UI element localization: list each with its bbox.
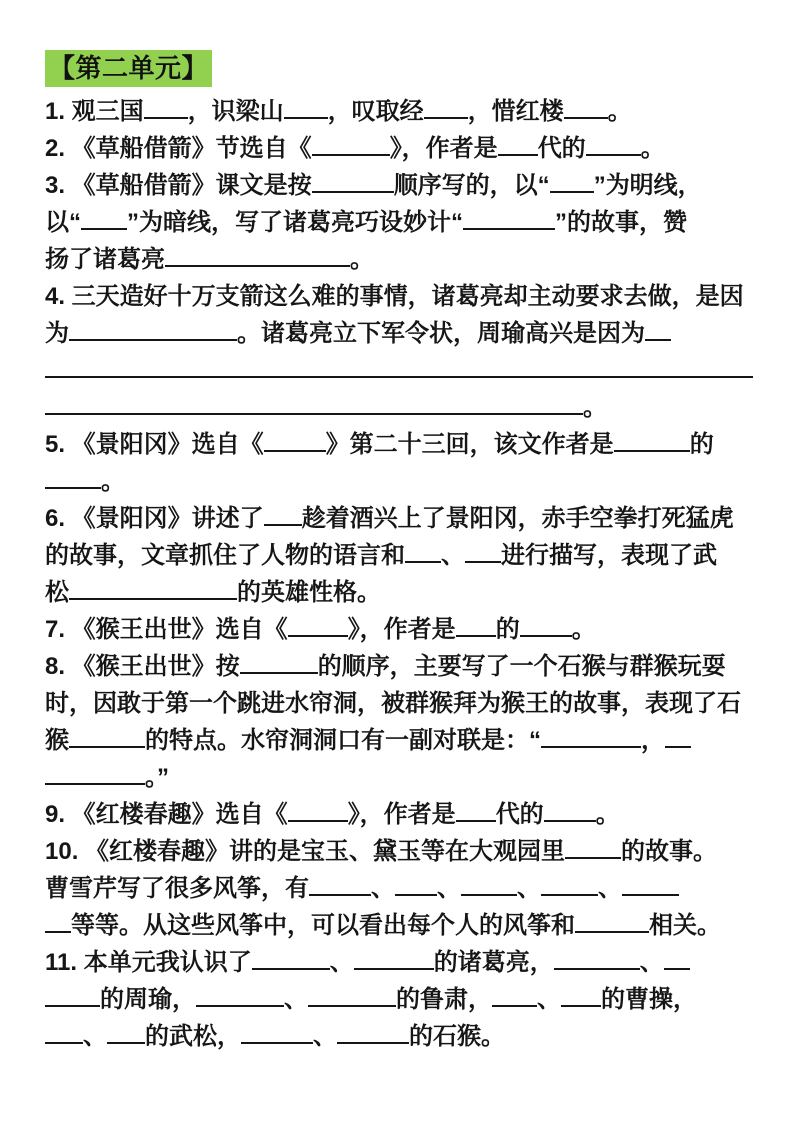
text-run: 趁着酒兴上了景阳冈，赤手空拳打死猛虎 <box>301 505 734 532</box>
worksheet-line <box>45 167 757 204</box>
text-run: 、 <box>329 949 354 976</box>
fill-in-blank <box>405 539 441 563</box>
fill-in-blank <box>45 354 753 378</box>
text-run: 、 <box>639 949 664 976</box>
text-run: 相关。 <box>649 912 721 939</box>
text-run: 7. 《猴王出世》选自《 <box>45 616 288 643</box>
fill-in-blank <box>541 724 641 748</box>
fill-in-blank <box>622 872 679 896</box>
fill-in-blank <box>69 724 145 748</box>
text-run: 4. 三天造好十万支箭这么难的事情，诸葛亮却主动要求去做，是因 <box>45 283 744 310</box>
text-run: 时，因敢于第一个跳进水帘洞，被群猴拜为猴王的故事，表现了石 <box>45 690 741 717</box>
worksheet-line <box>45 93 757 130</box>
text-run: 的故事。 <box>621 838 718 865</box>
text-run: ，惜红楼 <box>467 98 564 125</box>
text-run: 猴 <box>45 727 69 754</box>
fill-in-blank <box>461 872 517 896</box>
fill-in-blank <box>424 95 468 119</box>
fill-in-blank <box>288 613 348 637</box>
fill-in-blank <box>456 613 496 637</box>
fill-in-blank <box>463 206 555 230</box>
text-run: 、 <box>83 1023 107 1050</box>
worksheet-line <box>45 944 757 981</box>
text-run: 、 <box>284 986 308 1013</box>
text-run: 3. 《草船借箭》课文是按 <box>45 172 312 199</box>
worksheet-line <box>45 722 757 759</box>
text-run: ，识梁山 <box>187 98 284 125</box>
text-run: ， <box>641 727 665 754</box>
fill-in-blank <box>664 946 690 970</box>
text-run: 》，作者是 <box>389 135 498 162</box>
text-run: 2. 《草船借箭》节选自《 <box>45 135 312 162</box>
worksheet-line <box>45 870 757 907</box>
text-run: 1. 观三国 <box>45 98 144 125</box>
fill-in-blank <box>240 650 318 674</box>
text-run: 代的 <box>537 135 586 162</box>
text-run: 、 <box>441 542 465 569</box>
text-run: 、 <box>313 1023 337 1050</box>
text-run: 。 <box>583 394 607 421</box>
fill-in-blank <box>312 132 390 156</box>
fill-in-blank <box>498 132 538 156</box>
text-run: 的武松， <box>145 1023 241 1050</box>
worksheet-line <box>45 907 757 944</box>
text-run: 的石猴。 <box>409 1023 505 1050</box>
text-run: 5. 《景阳冈》选自《 <box>45 431 264 458</box>
worksheet-content <box>45 50 757 1055</box>
fill-in-blank <box>395 872 437 896</box>
worksheet-line <box>45 204 757 241</box>
text-run: 。 <box>350 246 374 273</box>
text-run: 的诸葛亮， <box>433 949 554 976</box>
fill-in-blank <box>565 835 621 859</box>
worksheet-line <box>45 611 757 648</box>
text-run: 。 <box>607 98 632 125</box>
fill-in-blank <box>45 983 100 1007</box>
text-run: 》，作者是 <box>347 801 456 828</box>
text-run: 。 <box>571 616 596 643</box>
text-run: 6. 《景阳冈》讲述了 <box>45 505 264 532</box>
fill-in-blank <box>554 946 640 970</box>
fill-in-blank <box>575 909 649 933</box>
text-run: 的英雄性格。 <box>237 579 381 606</box>
text-run: 等等。从这些风筝中，可以看出每个人的风筝和 <box>71 912 575 939</box>
text-run: 扬了诸葛亮 <box>45 246 165 273</box>
section-header-badge: 【第二单元】 <box>45 50 212 87</box>
text-run: 》第二十三回，该文作者是 <box>325 431 614 458</box>
text-run: ，叹取经 <box>327 98 424 125</box>
worksheet-line <box>45 426 757 463</box>
fill-in-blank <box>165 243 350 267</box>
worksheet-body <box>45 93 757 1055</box>
text-run: 的周瑜， <box>100 986 196 1013</box>
text-run: 代的 <box>495 801 544 828</box>
worksheet-line <box>45 315 757 352</box>
text-run: 的故事，文章抓住了人物的语言和 <box>45 542 405 569</box>
text-run: 、 <box>537 986 561 1013</box>
text-run: ”为明线， <box>593 172 702 199</box>
fill-in-blank <box>284 95 328 119</box>
fill-in-blank <box>465 539 501 563</box>
text-run: 、 <box>437 875 461 902</box>
fill-in-blank <box>144 95 188 119</box>
fill-in-blank <box>264 428 326 452</box>
worksheet-line <box>45 648 757 685</box>
worksheet-line <box>45 574 757 611</box>
fill-in-blank <box>312 169 394 193</box>
text-run: 的 <box>689 431 714 458</box>
text-run: 。 <box>595 801 620 828</box>
text-run: 。 <box>101 468 125 495</box>
fill-in-blank <box>541 872 598 896</box>
worksheet-line <box>45 1018 757 1055</box>
fill-in-blank <box>45 391 583 415</box>
text-run: 、 <box>371 875 395 902</box>
fill-in-blank <box>645 317 671 341</box>
fill-in-blank <box>550 169 594 193</box>
worksheet-line <box>45 759 757 796</box>
text-run: 、 <box>517 875 541 902</box>
worksheet-line <box>45 130 757 167</box>
worksheet-line <box>45 537 757 574</box>
text-run: 顺序写的，以“ <box>393 172 550 199</box>
fill-in-blank <box>241 1020 313 1044</box>
fill-in-blank <box>520 613 572 637</box>
text-run: 的曹操， <box>601 986 697 1013</box>
worksheet-line <box>45 685 757 722</box>
fill-in-blank <box>586 132 641 156</box>
fill-in-blank <box>45 909 71 933</box>
text-run: 进行描写，表现了武 <box>501 542 717 569</box>
text-run: 、 <box>598 875 622 902</box>
text-run: 。 <box>640 135 665 162</box>
text-run: 》，作者是 <box>347 616 456 643</box>
text-run: 为 <box>45 320 69 347</box>
text-run: ”的故事，赞 <box>555 209 687 236</box>
text-run: 曹雪芹写了很多风筝，有 <box>45 875 309 902</box>
text-run: 。诸葛亮立下军令状，周瑜高兴是因为 <box>237 320 645 347</box>
worksheet-line <box>45 833 757 870</box>
text-run: 以“ <box>45 209 81 236</box>
text-run: 的顺序，主要写了一个石猴与群猴玩耍 <box>317 653 726 680</box>
fill-in-blank <box>264 502 302 526</box>
worksheet-line <box>45 241 757 278</box>
fill-in-blank <box>69 576 237 600</box>
worksheet-line <box>45 500 757 537</box>
fill-in-blank <box>614 428 690 452</box>
fill-in-blank <box>45 1020 83 1044</box>
text-run: 8. 《猴王出世》按 <box>45 653 240 680</box>
worksheet-line <box>45 389 757 426</box>
fill-in-blank <box>544 798 596 822</box>
text-run: 。” <box>145 764 169 791</box>
worksheet-line <box>45 463 757 500</box>
fill-in-blank <box>308 983 396 1007</box>
fill-in-blank <box>665 724 691 748</box>
fill-in-blank <box>45 761 145 785</box>
text-run: 的鲁肃， <box>396 986 492 1013</box>
text-run: 的 <box>495 616 520 643</box>
text-run: 松 <box>45 579 69 606</box>
fill-in-blank <box>196 983 284 1007</box>
fill-in-blank <box>69 317 237 341</box>
fill-in-blank <box>456 798 496 822</box>
fill-in-blank <box>288 798 348 822</box>
fill-in-blank <box>354 946 434 970</box>
fill-in-blank <box>337 1020 409 1044</box>
text-run: 10. 《红楼春趣》讲的是宝玉、黛玉等在大观园里 <box>45 838 566 865</box>
text-run: ”为暗线，写了诸葛亮巧设妙计“ <box>127 209 463 236</box>
fill-in-blank <box>564 95 608 119</box>
text-run: 的特点。水帘洞洞口有一副对联是：“ <box>145 727 541 754</box>
worksheet-line <box>45 278 757 315</box>
text-run: 9. 《红楼春趣》选自《 <box>45 801 288 828</box>
fill-in-blank <box>81 206 127 230</box>
fill-in-blank <box>492 983 537 1007</box>
fill-in-blank <box>561 983 601 1007</box>
fill-in-blank <box>107 1020 145 1044</box>
worksheet-line <box>45 981 757 1018</box>
fill-in-blank <box>309 872 371 896</box>
worksheet-line <box>45 796 757 833</box>
worksheet-line <box>45 352 757 389</box>
fill-in-blank <box>45 465 101 489</box>
text-run: 11. 本单元我认识了 <box>45 949 252 976</box>
fill-in-blank <box>252 946 330 970</box>
